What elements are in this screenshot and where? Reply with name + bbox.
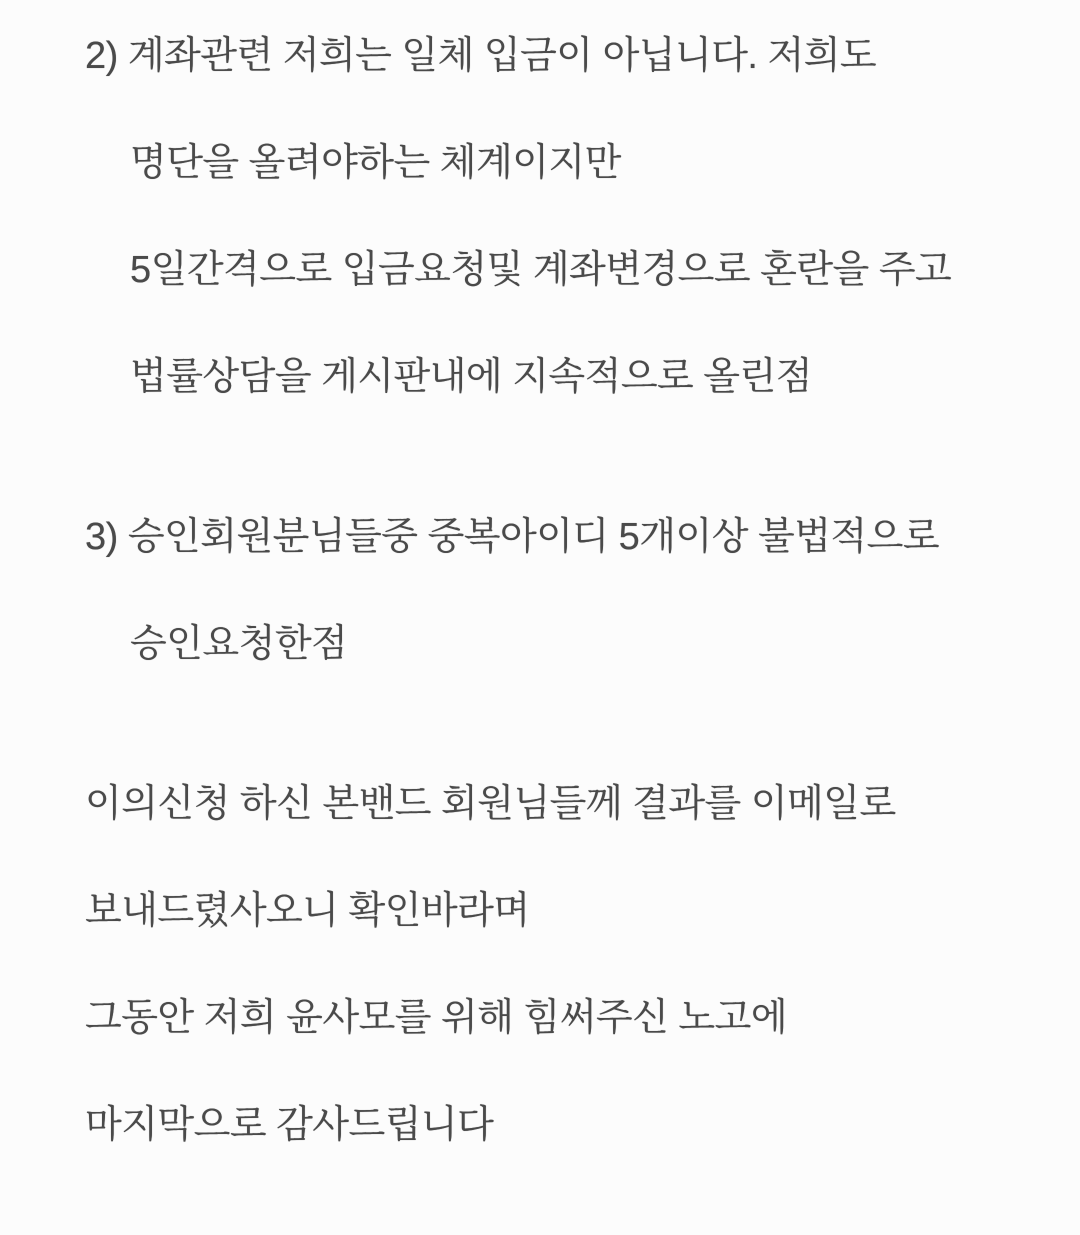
text-line-item2-detail-3: 법률상담을 게시판내에 지속적으로 올린점 <box>130 356 812 398</box>
text-line-item2-detail-1: 명단을 올려야하는 체계이지만 <box>130 142 621 184</box>
text-line-item3-intro: 3) 승인회원분님들중 중복아이디 5개이상 불법적으로 <box>85 516 940 558</box>
text-line-closing-1: 이의신청 하신 본밴드 회원님들께 결과를 이메일로 <box>85 783 896 825</box>
text-line-closing-4: 마지막으로 감사드립니다 <box>85 1104 494 1146</box>
text-line-closing-2: 보내드렸사오니 확인바라며 <box>85 890 530 932</box>
text-line-item3-detail: 승인요청한점 <box>130 623 348 665</box>
text-line-item2-detail-2: 5일간격으로 입금요청및 계좌변경으로 혼란을 주고 <box>130 249 952 291</box>
text-line-item2-intro: 2) 계좌관련 저희는 일체 입금이 아닙니다. 저희도 <box>85 35 877 77</box>
text-line-closing-3: 그동안 저희 윤사모를 위해 힘써주신 노고에 <box>85 997 788 1039</box>
